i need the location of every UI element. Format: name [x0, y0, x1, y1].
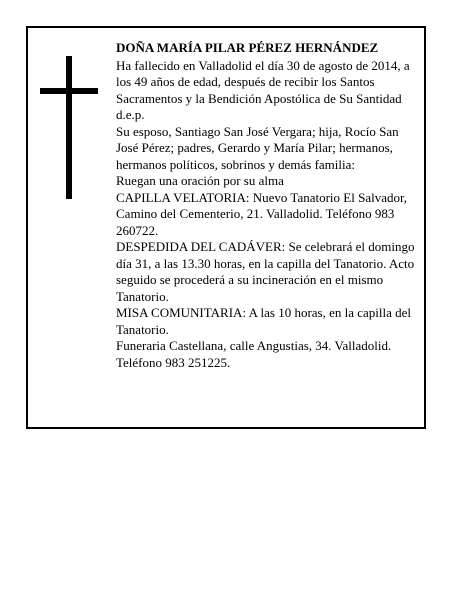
family-list: Su esposo, Santiago San José Vergara; hija, Rocío San José Pérez; padres, Gerardo y María Pilar; hermanos, hermanos políticos, sobrinos y demás familia:	[116, 123, 399, 172]
wake-chapel-info: CAPILLA VELATORIA: Nuevo Tanatorio El Salvador, Camino del Cementerio, 21. Valladolid. Teléfono 983 260722.	[116, 189, 408, 238]
prayer-request: Ruegan una oración por su alma	[116, 173, 284, 188]
latin-cross-icon	[40, 56, 98, 199]
death-announcement: Ha fallecido en Valladolid el día 30 de agosto de 2014, a los 49 años de edad, después de recibir los Santos Sacramentos y la Bendición Apostólica de Su Santidad d.e.p.	[116, 57, 410, 122]
deceased-name: DOÑA MARÍA PILAR PÉREZ HERNÁNDEZ	[116, 40, 379, 55]
funeral-home-info: Funeraria Castellana, calle Angustias, 34. Valladolid. Teléfono 983 251225.	[116, 338, 392, 370]
community-mass-info: MISA COMUNITARIA: A las 10 horas, en la capilla del Tanatorio.	[116, 305, 412, 337]
obituary-text	[116, 40, 422, 371]
farewell-info: DESPEDIDA DEL CADÁVER: Se celebrará el domingo día 31, a las 13.30 horas, en la capilla del Tanatorio. Acto seguido se procederá a su incineración en el mismo Tanatorio.	[116, 239, 415, 304]
obituary-notice	[26, 26, 426, 429]
